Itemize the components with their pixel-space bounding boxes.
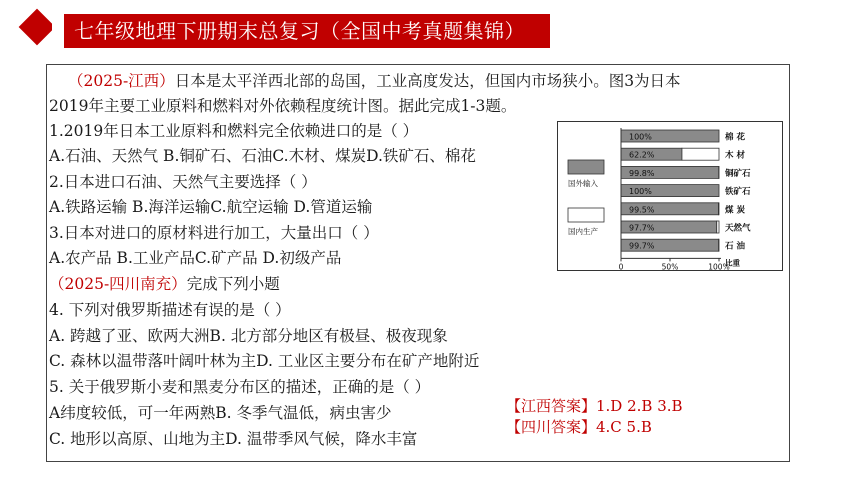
question-4-options-2: C. 森林以温带落叶阔叶林为主D. 工业区主要分布在矿产地附近 [49,352,480,370]
legend-swatch-import [568,160,604,174]
question-4: 4. 下列对俄罗斯描述有误的是（ ） [49,301,291,319]
question-2-options: A.铁路运输 B.海洋运输C.航空运输 D.管道运输 [49,198,373,216]
dependency-chart [557,121,783,271]
question-5: 5. 关于俄罗斯小麦和黑麦分布区的描述，正确的是（ ） [49,378,431,396]
x-tick-label: 100% [708,262,730,272]
question-2: 2.日本进口石油、天然气主要选择（ ） [49,173,317,191]
question-3-options: A.农产品 B.工业产品C.矿产品 D.初级产品 [49,249,342,267]
title-divider [52,14,60,48]
question-4-options-1: A. 跨越了亚、欧两大洲B. 北方部分地区有极昼、极夜现象 [49,327,448,345]
q-intro-line-2: 2019年主要工业原料和燃料对外依赖程度统计图。据此完成1-3题。 [49,97,517,115]
intro-text-sichuan: 完成下列小题 [186,275,280,293]
bar-data-label: 62.2% [629,150,655,160]
category-label: 石 油 [725,241,745,252]
legend-label-domestic: 国内生产 [568,227,598,236]
page-title: 七年级地理下册期末总复习（全国中考真题集锦） [74,19,525,43]
source-tag-sichuan: （2025-四川南充） [49,275,187,293]
category-label: 铁矿石 [725,187,751,198]
question-5-options-1: A纬度较低，可一年两熟B. 冬季气温低，病虫害少 [49,404,392,422]
bar-data-label: 100% [629,132,652,142]
x-axis-label: 比重 [725,258,740,268]
bar-data-label: 97.7% [629,223,655,233]
question-1: 1.2019年日本工业原料和燃料完全依赖进口的是（ ） [49,122,419,140]
title-diamond-icon [19,9,56,46]
bar-data-label: 99.5% [629,205,655,215]
answer-sichuan: 【四川答案】4.C 5.B [506,418,652,436]
x-tick-label: 0 [618,262,624,272]
bar-data-label: 99.7% [629,241,655,251]
category-label: 煤 炭 [725,205,745,216]
category-label: 棉 花 [725,132,745,143]
legend-swatch-domestic [568,208,604,222]
legend-label-import: 国外输入 [568,179,598,188]
q-intro-sichuan [49,273,280,295]
chart-svg [558,122,784,272]
category-label: 天然气 [725,223,751,234]
question-5-options-2: C. 地形以高原、山地为主D. 温带季风气候，降水丰富 [49,430,418,448]
category-label: 铜矿石 [725,168,751,179]
question-3: 3.日本对进口的原材料进行加工，大量出口（ ） [49,224,379,242]
source-tag-jiangxi: （2025-江西） [68,72,175,90]
bar-data-label: 99.8% [629,168,655,178]
bar-domestic [717,221,719,233]
q-intro-line-1 [68,70,681,92]
answer-jiangxi: 【江西答案】1.D 2.B 3.B [506,397,683,415]
bar-domestic [682,148,719,160]
bar-data-label: 100% [629,187,652,197]
intro-text-1: 日本是太平洋西北部的岛国，工业高度发达，但国内市场狭小。图3为日本 [174,72,681,90]
x-tick-label: 50% [661,262,679,272]
question-1-options: A.石油、天然气 B.铜矿石、石油C.木材、煤炭D.铁矿石、棉花 [49,147,476,165]
category-label: 木 材 [725,150,745,161]
